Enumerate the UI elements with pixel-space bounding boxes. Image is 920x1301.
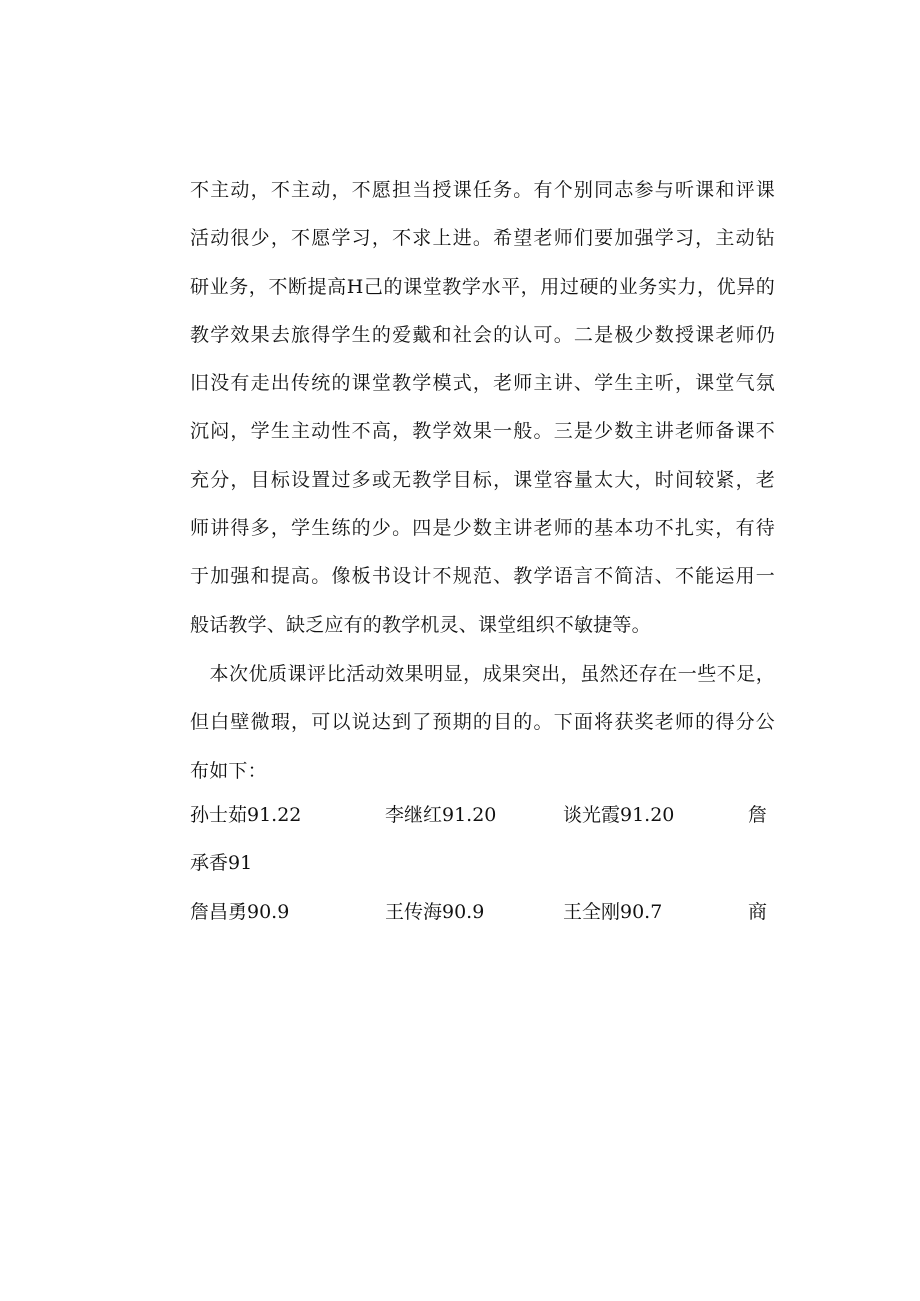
score-entry: 李继红91.20 xyxy=(385,804,497,826)
text-line: 布如下： xyxy=(190,759,267,782)
text-line: 不主动，不主动，不愿担当授课任务。有个别同志参与听课和评课 xyxy=(190,179,775,201)
score-entry: 孙士茹91.22 xyxy=(190,804,302,826)
paragraph-summary xyxy=(190,650,775,795)
score-entry: 承香91 xyxy=(190,852,253,874)
text-line: 充分，目标设置过多或无教学目标，课堂容量太大，时间较紧，老 xyxy=(190,468,775,491)
score-entry: 商 xyxy=(748,901,768,923)
text-line: 教学效果去旅得学生的爱戴和社会的认可。二是极少数授课老师仍 xyxy=(190,323,775,346)
score-entry: 詹昌勇90.9 xyxy=(190,901,290,923)
text-line: 但白壁微瑕，可以说达到了预期的目的。下面将获奖老师的得分公 xyxy=(190,711,775,734)
text-line: 沉闷，学生主动性不高，教学效果一般。三是少数主讲老师备课不 xyxy=(190,420,775,443)
score-entry: 王全刚90.7 xyxy=(563,901,663,923)
score-entry: 王传海90.9 xyxy=(385,901,485,923)
score-entry: 谈光霞91.20 xyxy=(563,804,675,826)
text-line: 研业务，不断提高H己的课堂教学水平，用过硬的业务实力，优异的 xyxy=(190,275,775,298)
paragraph-teaching-issues xyxy=(190,166,775,649)
text-line: 师讲得多，学生练的少。四是少数主讲老师的基本功不扎实，有待 xyxy=(190,517,775,540)
score-entry: 詹 xyxy=(748,804,768,826)
text-line: 活动很少，不愿学习，不求上进。希望老师们要加强学习，主动钻 xyxy=(190,227,775,250)
text-line: 旧没有走出传统的课堂教学模式，老师主讲、学生主听，课堂气氛 xyxy=(190,372,775,395)
text-line: 般话教学、缺乏应有的教学机灵、课堂组织不敏捷等。 xyxy=(190,613,651,636)
score-row xyxy=(190,800,775,830)
score-row-wrap xyxy=(190,848,775,878)
text-line: 于加强和提高。像板书设计不规范、教学语言不简洁、不能运用一 xyxy=(190,565,775,588)
text-line: 本次优质课评比活动效果明显，成果突出，虽然还存在一些不足， xyxy=(190,663,775,685)
score-row xyxy=(190,897,775,927)
